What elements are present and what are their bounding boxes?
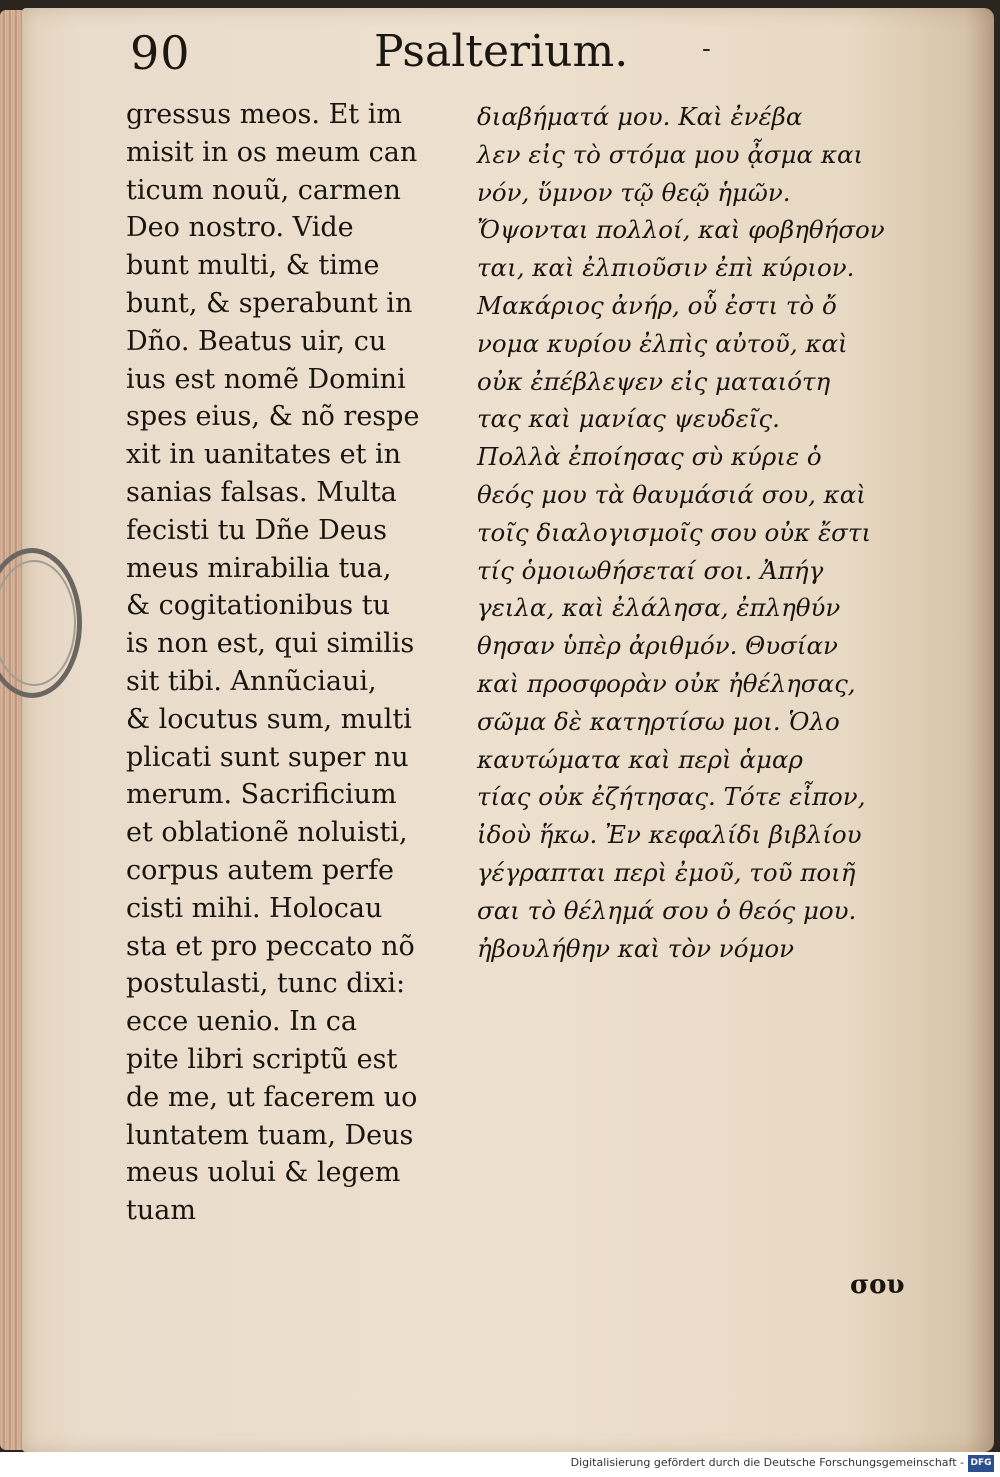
latin-text-line: plicati sunt super nu [126, 741, 409, 773]
greek-text-line: τοῖς διαλογισμοῖς σου οὐκ ἔστι [477, 517, 872, 547]
latin-text-line: fecisti tu Dñe Deus [126, 514, 387, 546]
latin-text-line: spes eius, & nõ respe [126, 401, 420, 433]
latin-text-line: corpus autem perfe [126, 854, 395, 886]
latin-text-line: gressus meos. Et im [126, 99, 402, 130]
latin-text-line: misit in os meum can [126, 136, 418, 168]
greek-text-line: Ὄψονται πολλοί, καὶ φοβηθήσον [477, 215, 885, 245]
latin-text-line: bunt, & sperabunt in [126, 287, 413, 319]
dfg-logo: DFG [968, 1455, 994, 1472]
latin-text-line: & locutus sum, multi [126, 703, 412, 735]
latin-text-line: de me, ut facerem uo [126, 1081, 418, 1113]
header-mark: - [702, 34, 711, 64]
greek-text-line: καὶ προσφορὰν οὐκ ἠθέλησας, [477, 668, 856, 698]
latin-text-line: ecce uenio. In ca [126, 1006, 357, 1038]
latin-column [126, 96, 461, 1230]
latin-text-line: cisti mihi. Holocau [126, 892, 383, 924]
greek-text-line: διαβήματά μου. Καὶ ἐνέβα [477, 102, 803, 131]
footer-credit: Digitalisierung gefördert durch die Deutsche Forschungsgemeinschaft - [570, 1456, 964, 1469]
latin-text-line: tuam [126, 1195, 196, 1227]
latin-text-line: ticum nouũ, carmen [126, 174, 401, 206]
latin-text-line: is non est, qui similis [126, 628, 415, 660]
latin-text-line: meus mirabilia tua, [126, 552, 392, 584]
greek-text-line: σαι τὸ θέλημά σου ὁ θεός μου. [477, 895, 857, 925]
footer-bar [0, 1452, 1000, 1477]
latin-text-line: sta et pro peccato nõ [126, 930, 415, 962]
latin-text-line: Dño. Beatus uir, cu [126, 325, 387, 357]
latin-text-line: ius est nomẽ Domini [126, 363, 406, 395]
latin-text-line: Deo nostro. Vide [126, 212, 354, 244]
latin-text-line: et oblationẽ noluisti, [126, 817, 408, 849]
latin-text-line: & cogitationibus tu [126, 590, 390, 622]
latin-text-line: bunt multi, & time [126, 250, 380, 282]
running-title: Psalterium. [374, 26, 629, 77]
greek-text-line: θησαν ὑπὲρ ἀριθμόν. Θυσίαν [477, 631, 838, 661]
greek-text-line: τας καὶ μανίας ψευδεῖς. [477, 404, 780, 434]
greek-text-line: θεός μου τὰ θαυμάσιά σου, καὶ [477, 479, 866, 509]
greek-text-line: Μακάριος ἀνήρ, οὗ ἐστι τὸ ὄ [477, 290, 837, 320]
book-page [22, 8, 994, 1452]
latin-text-line: merum. Sacrificium [126, 779, 397, 811]
greek-text-line: σῶμα δὲ κατηρτίσω μοι. Ὁλο [477, 706, 840, 736]
latin-text-line: meus uolui & legem [126, 1157, 401, 1189]
greek-text-line: ἠβουλήθην καὶ τὸν νόμον [477, 933, 795, 963]
greek-text-line: οὐκ ἐπέβλεψεν εἰς ματαιότη [477, 366, 831, 396]
greek-text-line: Πολλὰ ἐποίησας σὺ κύριε ὁ [477, 442, 822, 472]
greek-text-line: τίας οὐκ ἐζήτησας. Τότε εἶπον, [477, 782, 866, 812]
greek-column [477, 98, 917, 967]
latin-text-line: luntatem tuam, Deus [126, 1119, 414, 1151]
greek-text-line: λεν εἰς τὸ στόμα μου ᾆσμα και [477, 139, 864, 169]
latin-text-line: postulasti, tunc dixi: [126, 968, 406, 1000]
latin-text-line: pite libri scriptũ est [126, 1043, 398, 1075]
latin-text-line: sit tibi. Annũciaui, [126, 665, 377, 697]
latin-text-line: sanias falsas. Multa [126, 476, 397, 508]
greek-text-line: καυτώματα καὶ περὶ ἁμαρ [477, 744, 803, 774]
page-number: 90 [130, 26, 191, 80]
greek-text-line: γέγραπται περὶ ἐμοῦ, τοῦ ποιῆ [477, 857, 856, 887]
greek-text-line: νόν, ὕμνον τῷ θεῷ ἡμῶν. [477, 177, 791, 207]
greek-text-line: τίς ὁμοιωθήσεταί σοι. Ἀπήγ [477, 555, 824, 585]
latin-text-line: xit in uanitates et in [126, 439, 402, 471]
greek-text-line: ται, καὶ ἐλπιοῦσιν ἐπὶ κύριον. [477, 253, 855, 283]
catchword: σου [850, 1270, 905, 1300]
greek-text-line: νομα κυρίου ἐλπὶς αὐτοῦ, καὶ [477, 328, 848, 358]
greek-text-line: γειλα, καὶ ἐλάλησα, ἐπληθύν [477, 593, 841, 623]
greek-text-line: ἰδοὺ ἥκω. Ἐν κεφαλίδι βιβλίου [477, 820, 862, 850]
